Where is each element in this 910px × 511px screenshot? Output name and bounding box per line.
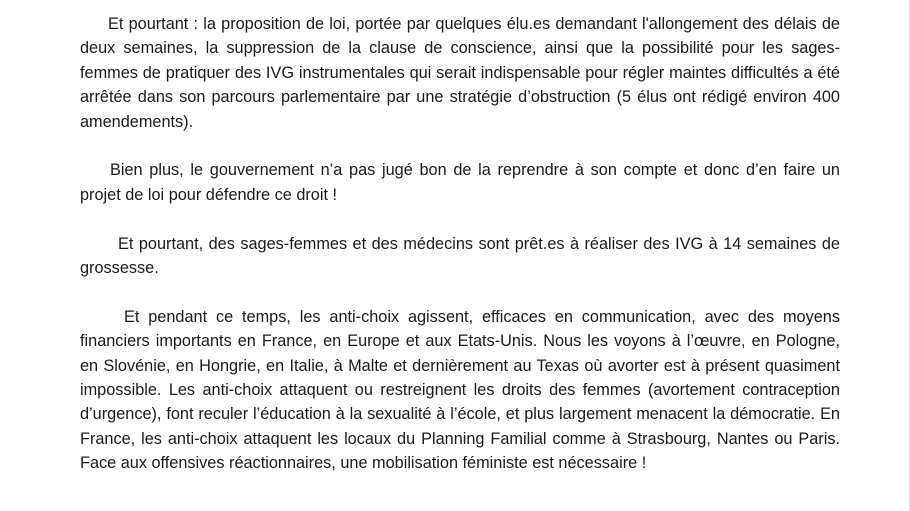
paragraph-practitioners: Et pourtant, des sages-femmes et des médecins sont prêt.es à réaliser des IVG à 14 semaines de grossesse. bbox=[80, 234, 840, 278]
document-body bbox=[80, 12, 840, 476]
paragraph-government: Bien plus, le gouvernement n’a pas jugé bon de la reprendre à son compte et donc d’en faire un projet de loi pour défendre ce droit ! bbox=[80, 161, 840, 204]
paragraph-anti-choice: Et pendant ce temps, les anti-choix agissent, efficaces en communication, avec des moyens financiers importants en France, en Europe et aux Etats-Unis. Nous les voyons à l’œuvre, en Pologne, en Slovénie, en Hongrie, en Italie, à Malte et dernièrement au Texas où avorter est à présent quasiment impossible. Les anti-choix attaquent ou restreignent les droits des femmes (avortement contraception d’urgence), font reculer l’éducation à la sexualité à l’école, et plus largement menacent la démocratie. En France, les anti-choix attaquent les locaux du Planning Familial comme à Strasbourg, Nantes ou Paris. Face aux offensives réactionnaires, une mobilisation féministe est nécessaire ! bbox=[80, 307, 840, 473]
paragraph-obstruction: Et pourtant : la proposition de loi, portée par quelques élu.es demandant l'allongement des délais de deux semaines, la suppression de la clause de conscience, ainsi que la possibilité pour les sages-femmes de pratiquer des IVG instrumentales qui serait indispensable pour régler maintes difficultés a été arrêtée dans son parcours parlementaire par une stratégie d’obstruction (5 élus ont rédigé environ 400 amendements). bbox=[80, 15, 840, 131]
